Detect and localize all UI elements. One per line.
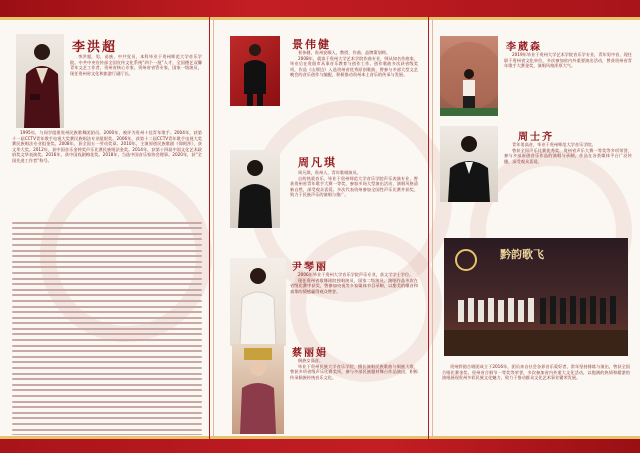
portrait-figure-icon bbox=[440, 126, 498, 202]
portrait-jing-weijian bbox=[230, 36, 280, 106]
fold-line bbox=[209, 17, 210, 439]
intro-text: 侗族女高音。 bbox=[298, 358, 324, 363]
name-zhou-shiqi: 周士齐 bbox=[518, 132, 554, 143]
body-text: 毕业于贵州民族大学音乐学院，擅长演唱民族歌曲与侗族大歌，曾获多项省级声乐比赛奖项，参与多部民族题材舞台作品演出，积极传承侗族传统音乐文化。 bbox=[290, 363, 418, 380]
intro-text: 周凡琪，贵州人，青年歌唱演员。 bbox=[298, 170, 361, 175]
bottom-red-band bbox=[0, 439, 640, 453]
name-jing-weijian: 景伟健 bbox=[292, 38, 331, 51]
intro-text: 青年男高音，毕业于贵州师范大学音乐学院。 bbox=[512, 142, 596, 147]
portrait-figure-icon bbox=[230, 150, 280, 228]
intro-text: 景伟健，贵州安顺人，教授、作曲、品牌策划师。 bbox=[298, 50, 391, 55]
name-li-weisen: 李葳森 bbox=[506, 42, 542, 53]
choir-group-photo bbox=[444, 238, 628, 356]
portrait-figure-icon bbox=[230, 258, 286, 346]
body-text: 曾获全国声乐比赛优秀奖、贵州省声乐大赛一等奖等多项荣誉，参与多部原创音乐作品的演唱与录制，作品在各类媒体平台广泛传播，深受观众喜爱。 bbox=[504, 147, 632, 164]
portrait-figure-icon bbox=[16, 34, 64, 128]
right-panel bbox=[436, 22, 636, 435]
name-yin-qinli: 尹琴丽 bbox=[292, 262, 328, 273]
portrait-cai-lijuan bbox=[232, 344, 284, 434]
text-jing-weijian bbox=[290, 50, 418, 144]
name-cai-lijuan: 蔡丽娟 bbox=[292, 348, 328, 359]
fold-line bbox=[428, 17, 429, 439]
choir-body-text: 贵州黔韵合唱团成立于2016年，团员来自社会各界音乐爱好者，常年坚持排练与演出，曾获全国合唱比赛金奖、贵州省合唱节一等奖等荣誉，多次参加省内外重大文化活动，以饱满的热情和精湛的演唱展现贵州多彩民族文化魅力，致力于推动群众文化艺术事业繁荣发展。 bbox=[442, 364, 630, 381]
text-cai-lijuan bbox=[290, 358, 418, 428]
portrait-li-weisen bbox=[440, 36, 498, 116]
name-zhou-fanqi: 周凡琪 bbox=[298, 156, 337, 169]
top-red-band bbox=[0, 0, 640, 17]
left-panel bbox=[6, 22, 204, 435]
intro-text: 李洪超，男，苗族，中共党员，本科毕业于贵州师范大学音乐学院。中共中央宣传部全国宣传文化系统“四个一批”人才，全国德艺双馨青年文艺工作者，贵州省核心专家，贵州省省管专家，国家一级演员，现任贵州省文化和旅游厅副厅长。 bbox=[70, 54, 202, 76]
portrait-figure-icon bbox=[230, 36, 280, 106]
fold-line bbox=[213, 17, 214, 439]
choir-logo-text: 黔韵歌飞 bbox=[500, 248, 544, 261]
fold-line bbox=[432, 17, 433, 439]
text-choir bbox=[442, 364, 630, 435]
text-li-weisen bbox=[504, 52, 632, 122]
portrait-figure-icon bbox=[440, 36, 498, 116]
portrait-figure-icon bbox=[232, 344, 284, 434]
text-zhou-shiqi bbox=[504, 142, 632, 212]
body-text-lines bbox=[12, 218, 202, 435]
intro-li-hongchao bbox=[70, 54, 202, 132]
middle-panel bbox=[218, 22, 424, 435]
portrait-zhou-fanqi bbox=[230, 150, 280, 228]
intro-text: 2019年毕业于贵州大学艺术学院音乐学专业，青年男中音，现任职于贵州省文化单位，多次参加省内外重要演出活动，曾获贵州省青年歌手大赛金奖，演唱风格浑厚大气。 bbox=[504, 52, 632, 69]
text-zhou-fanqi bbox=[290, 170, 418, 266]
portrait-yin-qinli bbox=[230, 258, 286, 346]
portrait-zhou-shiqi bbox=[440, 126, 498, 202]
text-yin-qinli bbox=[290, 272, 418, 342]
portrait-li-hongchao bbox=[16, 34, 64, 128]
intro-text: 2006年毕业于贵州大学音乐学院声乐专业，获文学学士学位。 bbox=[298, 272, 414, 277]
body-text: 现任贵州省歌舞剧院独唱演员，国家二级演员。演唱作品多次在省级比赛中获奖，曾参加央视等多家媒体节目录制，以甜美的嗓音和真挚的情感赢得观众赞誉。 bbox=[290, 277, 418, 294]
body-text: 自幼热爱音乐，毕业于贵州师范大学音乐学院声乐表演专业，曾获贵州省青年歌手大赛一等奖，参加多场大型演出活动，演唱风格清新自然，深受观众喜爱。多次代表贵州参加全国性声乐比赛并获奖，致力于民族声乐的演唱与推广。 bbox=[290, 175, 418, 198]
name-li-hongchao: 李洪超 bbox=[72, 40, 118, 55]
body-text: 2008年，就读于贵州大学艺术学院作曲专业，师从知名作曲家，毕业后在贵阳市从事音乐教育与创作工作。创作歌曲多次获省级奖项，作品《山那边》入选贵州省优秀原创歌曲，曾参与多部大型文艺晚会的音乐创作与编配，积极推动贵州本土音乐的传承与发展。 bbox=[290, 55, 418, 78]
body-text: 1995年，与同学组建贵州民族歌舞团团员。2000年，被评为贵州十佳青年歌手。2004年，获第十一届CCTV青年歌手电视大奖赛民族唱法专业组银奖。2006年，获第十二届CCTV青年歌手电视大奖赛民族唱法专业组金奖。2008年，获全国五一劳动奖章。2010年，主演原创民族歌剧《仰阿莎》，获文华大奖。2012年，获中国音乐金钟奖声乐比赛民族唱法金奖。2014年，获第十四届中国文化艺术政府奖文华表演奖。2016年，获中国戏剧梅花奖。2018年，当选中国音乐家协会理事。2020年，获“全国先进工作者”称号。 bbox=[12, 130, 202, 163]
